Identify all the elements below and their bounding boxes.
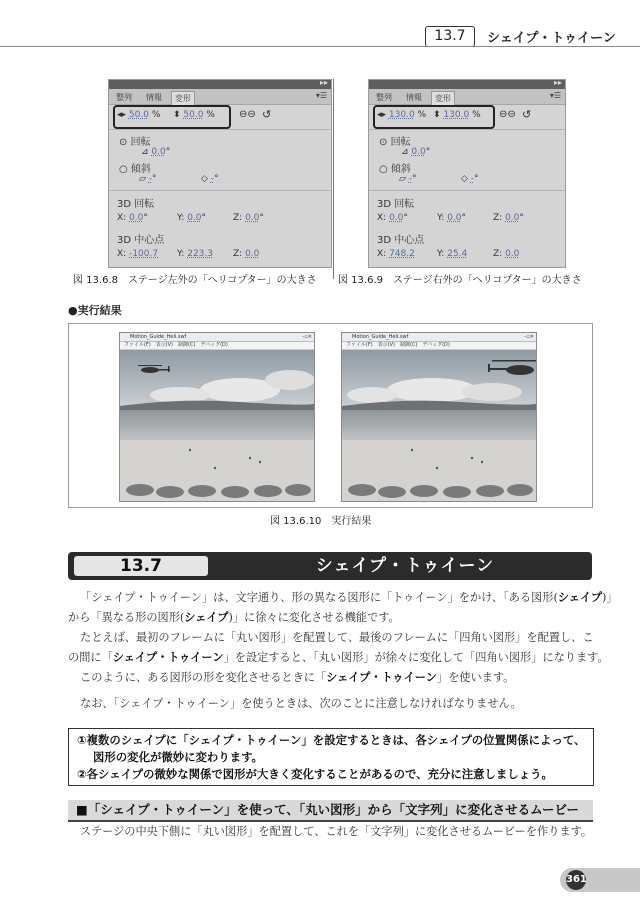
panel-topbar: [109, 80, 331, 89]
degree-symbol: °: [403, 213, 408, 223]
window-menu[interactable]: ファイル(F) 表示(V) 制御(C) デバッグ(D): [346, 342, 450, 348]
header-section-number: 13.7: [425, 26, 475, 47]
text: ステージの中央下側に「丸い図形」を配置して、これを「文字列」に変化させるムービーを作ります。: [80, 825, 593, 838]
rotate-angle-icon: ⊿: [141, 147, 149, 157]
skew-h-value[interactable]: -: [148, 174, 153, 184]
rotate-label: 回転: [130, 137, 151, 148]
y-label: Y:: [437, 213, 445, 223]
z-label: Z:: [493, 249, 503, 259]
text: たとえば、最初のフレームに「丸い図形」を配置して、最後のフレームに「四角い図形」を配置し、こ: [80, 631, 594, 644]
rotate3d-label: 3D 回転: [117, 199, 155, 210]
tab-transform[interactable]: 変形: [431, 91, 455, 105]
center3d-x[interactable]: 748.2: [389, 249, 415, 259]
paragraph: [80, 822, 592, 842]
result-screenshot-before: [119, 332, 315, 502]
rotate3d-y[interactable]: 0.0: [447, 213, 462, 223]
text: 「シェイプ・トゥイーン」は、文字通り、形の異なる図形に「トゥイーン」をかけ、「ある図形(: [80, 591, 558, 604]
header-section-title: シェイプ・トゥイーン: [487, 31, 616, 46]
paragraph: [80, 668, 514, 688]
paragraph: [80, 588, 618, 608]
degree-symbol: °: [412, 174, 417, 184]
skew-horizontal-icon: ▱: [139, 174, 146, 184]
width-scale-value[interactable]: 50.0: [128, 110, 149, 120]
caution-item: 図形の変化が微妙に変わります。: [93, 750, 263, 764]
rotate3d-x[interactable]: 0.0: [389, 213, 404, 223]
skew-h-value[interactable]: -: [408, 174, 413, 184]
degree-symbol: °: [259, 213, 264, 223]
z-label: Z:: [493, 213, 503, 223]
center3d-label: 3D 中心点: [117, 235, 165, 246]
results-figure: [68, 323, 593, 508]
skew-label: 傾斜: [390, 164, 411, 175]
panel-menu-icon[interactable]: ▾☰: [315, 91, 327, 100]
height-percent: %: [206, 110, 215, 120]
center3d-label: 3D 中心点: [377, 235, 425, 246]
paragraph: [68, 608, 400, 628]
z-label: Z:: [233, 213, 243, 223]
width-scale-icon: ◂▸: [377, 110, 387, 120]
x-label: X:: [117, 213, 127, 223]
skew-vertical-icon: ◇: [201, 174, 208, 184]
page-number-tab: [560, 868, 640, 892]
width-percent: %: [417, 110, 427, 120]
caution-item: ②各シェイプの微妙な関係で図形が大きく変化することがあるので、充分に注意しましょう。: [77, 767, 553, 781]
bold-term: シェイプ: [184, 611, 229, 624]
height-scale-value[interactable]: 130.0: [443, 110, 470, 120]
window-controls-icon[interactable]: –▫✕: [301, 334, 312, 340]
degree-symbol: °: [474, 174, 479, 184]
skew-radio-icon[interactable]: ○: [119, 164, 128, 175]
reset-icon[interactable]: ↺: [262, 108, 272, 121]
height-scale-icon: ⬍: [173, 110, 181, 120]
window-menubar: [120, 342, 314, 350]
constrain-link-icon[interactable]: ⊖⊖: [239, 109, 256, 120]
transform-panel-right: [368, 79, 566, 268]
text: なお、「シェイプ・トゥイーン」を使うときは、次のことに注意しなければなりません。: [80, 697, 522, 710]
center3d-z[interactable]: 0.0: [505, 249, 520, 259]
result-screenshot-after: [341, 332, 537, 502]
panel-tabs: [369, 89, 565, 105]
height-percent: %: [472, 110, 481, 120]
window-titlebar: [120, 333, 314, 342]
window-controls-icon[interactable]: –▫✕: [523, 334, 534, 340]
figure-divider: [333, 79, 334, 279]
degree-symbol: °: [214, 174, 219, 184]
center3d-z[interactable]: 0.0: [245, 249, 260, 259]
beach-scene-image: [342, 350, 536, 501]
text: 」を設定すると、「丸い図形」が徐々に変化して「四角い図形」になります。: [223, 651, 609, 664]
tab-align[interactable]: 整列: [376, 93, 392, 102]
width-scale-value[interactable]: 130.0: [388, 110, 415, 120]
skew-v-value[interactable]: -: [210, 174, 215, 184]
degree-symbol: °: [165, 147, 171, 157]
constrain-link-icon[interactable]: ⊖⊖: [499, 109, 516, 120]
figure-caption: 図 13.6.8 ステージ左外の「ヘリコプター」の大きさ: [73, 275, 317, 286]
text: )」: [602, 591, 618, 604]
section-number: 13.7: [74, 556, 208, 576]
tab-transform[interactable]: 変形: [171, 91, 195, 105]
subsection-heading: [68, 800, 593, 822]
center3d-y[interactable]: 223.3: [187, 249, 213, 259]
rotate-radio-icon[interactable]: ⊙: [119, 137, 128, 148]
rotate3d-z[interactable]: 0.0: [245, 213, 260, 223]
x-label: X:: [377, 249, 387, 259]
caution-box: [68, 728, 594, 786]
window-title: Motion_Guide_Heli.swf: [130, 334, 187, 340]
section-banner: [68, 552, 592, 580]
window-title: Motion_Guide_Heli.swf: [352, 334, 409, 340]
text: このように、ある図形の形を変化させるときに「: [80, 671, 327, 684]
collapse-icon[interactable]: ▸▸: [553, 79, 562, 87]
separator: [369, 190, 565, 191]
collapse-icon[interactable]: ▸▸: [319, 79, 328, 87]
rotate-radio-icon[interactable]: ⊙: [379, 137, 388, 148]
rotate-value[interactable]: 0.0: [411, 147, 426, 157]
subsection-title: ■「シェイプ・トゥイーン」を使って、「丸い図形」から「文字列」に変化させるムービー: [76, 802, 579, 817]
tab-info[interactable]: 情報: [146, 93, 162, 102]
rotate3d-x[interactable]: 0.0: [129, 213, 144, 223]
degree-symbol: °: [519, 213, 524, 223]
degree-symbol: °: [461, 213, 467, 223]
text: の間に「: [68, 651, 113, 664]
tab-info[interactable]: 情報: [406, 93, 422, 102]
results-heading: ●実行結果: [68, 304, 122, 317]
y-label: Y:: [177, 249, 185, 259]
bold-term: シェイプ・トゥイーン: [326, 671, 437, 684]
skew-v-value[interactable]: -: [470, 174, 475, 184]
panel-topbar: [369, 80, 565, 89]
y-label: Y:: [177, 213, 185, 223]
x-label: X:: [117, 249, 127, 259]
skew-label: 傾斜: [130, 164, 151, 175]
rotate-angle-icon: ⊿: [401, 147, 409, 157]
degree-symbol: °: [152, 174, 157, 184]
window-titlebar: [342, 333, 536, 342]
skew-horizontal-icon: ▱: [399, 174, 406, 184]
z-label: Z:: [233, 249, 243, 259]
width-percent: %: [151, 110, 161, 120]
bold-term: シェイプ・トゥイーン: [112, 651, 224, 664]
height-scale-value[interactable]: 50.0: [183, 110, 204, 120]
text: )」に徐々に変化させる機能です。: [228, 611, 400, 624]
transform-panel-left: [108, 79, 332, 268]
paragraph: [80, 628, 594, 648]
window-menubar: [342, 342, 536, 350]
height-scale-icon: ⬍: [433, 110, 441, 120]
degree-symbol: °: [425, 147, 431, 157]
rotate3d-z[interactable]: 0.0: [505, 213, 520, 223]
rotate-label: 回転: [390, 137, 411, 148]
figure-caption: 図 13.6.9 ステージ右外の「ヘリコプター」の大きさ: [338, 275, 582, 286]
beach-scene-image: [120, 350, 314, 501]
paragraph: [68, 648, 609, 668]
window-menu[interactable]: ファイル(F) 表示(V) 制御(C) デバッグ(D): [124, 342, 228, 348]
section-title: シェイプ・トゥイーン: [315, 556, 495, 576]
page-number: 361: [566, 870, 586, 890]
paragraph: [80, 694, 522, 714]
x-label: X:: [377, 213, 387, 223]
reset-icon[interactable]: ↺: [522, 108, 532, 121]
text: から「異なる形の図形(: [68, 611, 185, 624]
y-label: Y:: [437, 249, 445, 259]
separator: [109, 190, 331, 191]
figure-caption: 図 13.6.10 実行結果: [270, 516, 372, 527]
bold-term: シェイプ: [557, 591, 603, 604]
panel-tabs: [109, 89, 331, 105]
degree-symbol: °: [201, 213, 207, 223]
separator: [109, 129, 331, 130]
center3d-y[interactable]: 25.4: [447, 249, 468, 259]
tab-align[interactable]: 整列: [116, 93, 132, 102]
header-rule: [0, 46, 640, 47]
skew-vertical-icon: ◇: [461, 174, 468, 184]
width-scale-icon: ◂▸: [117, 110, 127, 120]
separator: [369, 129, 565, 130]
degree-symbol: °: [143, 213, 148, 223]
rotate3d-y[interactable]: 0.0: [187, 213, 202, 223]
text: 」を使います。: [436, 671, 515, 684]
panel-menu-icon[interactable]: ▾☰: [549, 91, 561, 100]
rotate-value[interactable]: 0.0: [151, 147, 166, 157]
skew-radio-icon[interactable]: ○: [379, 164, 388, 175]
rotate3d-label: 3D 回転: [377, 199, 415, 210]
caution-item: ①複数のシェイプに「シェイプ・トゥイーン」を設定するときは、各シェイプの位置関係によって、: [77, 733, 586, 747]
center3d-x[interactable]: -100.7: [129, 249, 159, 259]
